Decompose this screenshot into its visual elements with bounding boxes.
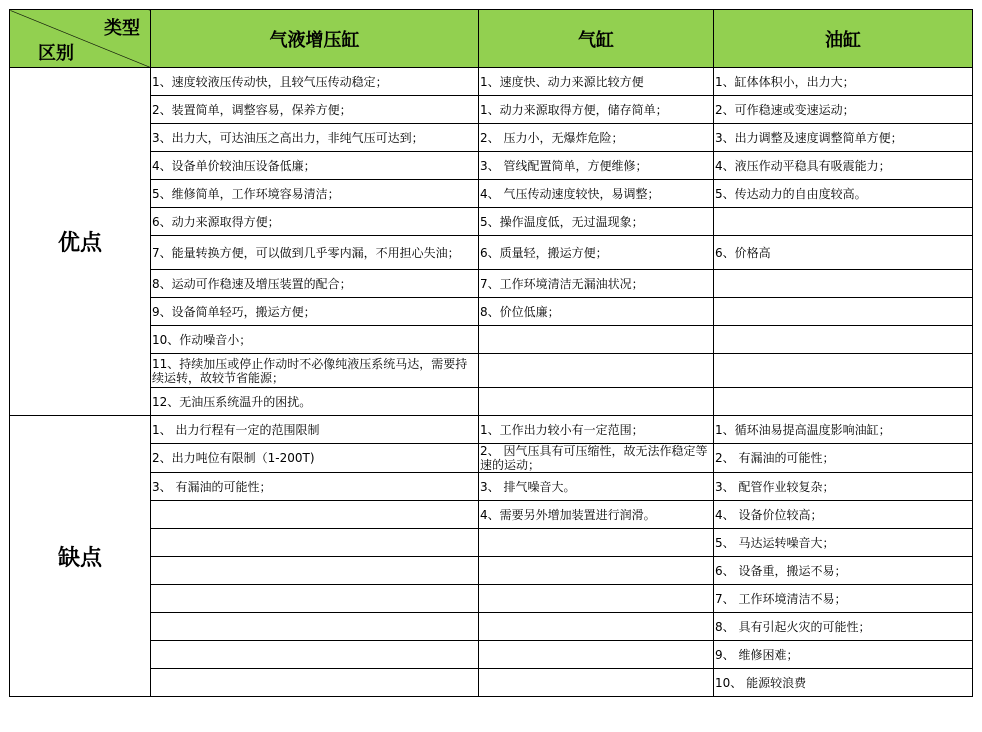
table-row bbox=[10, 529, 973, 557]
table-cell: 3、 排气噪音大。 bbox=[479, 473, 714, 501]
table-cell: 4、设备单价较油压设备低廉； bbox=[151, 152, 479, 180]
table-cell: 2、可作稳速或变速运动； bbox=[714, 96, 973, 124]
table-row bbox=[10, 557, 973, 585]
table-cell: 4、需要另外增加装置进行润滑。 bbox=[479, 501, 714, 529]
header-gas-liquid-cylinder: 气液增压缸 bbox=[151, 10, 479, 68]
type-label: 类型 bbox=[104, 18, 140, 39]
table-cell bbox=[151, 641, 479, 669]
table-row bbox=[10, 236, 973, 270]
table-cell: 12、无油压系统温升的困扰。 bbox=[151, 388, 479, 416]
table-cell bbox=[714, 270, 973, 298]
table-cell: 2、出力吨位有限制（1-200T) bbox=[151, 444, 479, 473]
diagonal-header-cell bbox=[10, 10, 151, 68]
table-cell: 5、维修简单，工作环境容易清洁； bbox=[151, 180, 479, 208]
table-cell: 7、 工作环境清洁不易； bbox=[714, 585, 973, 613]
table-cell: 5、传达动力的自由度较高。 bbox=[714, 180, 973, 208]
table-cell: 5、 马达运转噪音大； bbox=[714, 529, 973, 557]
table-cell: 10、 能源较浪费 bbox=[714, 669, 973, 697]
table-cell bbox=[479, 585, 714, 613]
table-cell: 5、操作温度低，无过温现象； bbox=[479, 208, 714, 236]
table-row bbox=[10, 326, 973, 354]
table-cell: 1、速度较液压传动快，且较气压传动稳定； bbox=[151, 68, 479, 96]
table-row bbox=[10, 444, 973, 473]
table-cell: 6、质量轻，搬运方便； bbox=[479, 236, 714, 270]
table-cell: 2、 有漏油的可能性； bbox=[714, 444, 973, 473]
table-row bbox=[10, 501, 973, 529]
table-cell: 9、 维修困难； bbox=[714, 641, 973, 669]
table-cell bbox=[479, 669, 714, 697]
comparison-table bbox=[9, 9, 973, 697]
table-cell: 9、设备简单轻巧，搬运方便； bbox=[151, 298, 479, 326]
table-row bbox=[10, 180, 973, 208]
header-air-cylinder: 气缸 bbox=[479, 10, 714, 68]
table-row bbox=[10, 388, 973, 416]
table-row bbox=[10, 124, 973, 152]
table-cell bbox=[479, 529, 714, 557]
table-cell bbox=[479, 388, 714, 416]
table-row bbox=[10, 354, 973, 388]
table-cell: 7、工作环境清洁无漏油状况； bbox=[479, 270, 714, 298]
table-cell bbox=[714, 298, 973, 326]
table-row bbox=[10, 641, 973, 669]
table-row bbox=[10, 416, 973, 444]
table-cell: 6、价格高 bbox=[714, 236, 973, 270]
table-cell bbox=[479, 613, 714, 641]
table-cell: 1、 出力行程有一定的范围限制 bbox=[151, 416, 479, 444]
table-cell bbox=[714, 388, 973, 416]
table-cell: 1、速度快、动力来源比较方便 bbox=[479, 68, 714, 96]
table-cell: 3、 配管作业较复杂； bbox=[714, 473, 973, 501]
table-cell bbox=[479, 354, 714, 388]
table-row bbox=[10, 208, 973, 236]
table-cell: 1、缸体体积小，出力大； bbox=[714, 68, 973, 96]
table-cell bbox=[151, 501, 479, 529]
table-cell bbox=[714, 208, 973, 236]
table-row bbox=[10, 152, 973, 180]
table-cell: 4、液压作动平稳具有吸震能力； bbox=[714, 152, 973, 180]
table-cell: 1、循环油易提高温度影响油缸； bbox=[714, 416, 973, 444]
table-cell bbox=[151, 529, 479, 557]
difference-label: 区别 bbox=[38, 43, 74, 64]
table-row bbox=[10, 270, 973, 298]
table-cell: 1、动力来源取得方便，储存简单； bbox=[479, 96, 714, 124]
table-cell: 10、作动噪音小； bbox=[151, 326, 479, 354]
table-row bbox=[10, 585, 973, 613]
table-row bbox=[10, 96, 973, 124]
table-cell: 1、工作出力较小有一定范围； bbox=[479, 416, 714, 444]
table-cell bbox=[151, 557, 479, 585]
table-cell: 6、 设备重，搬运不易； bbox=[714, 557, 973, 585]
table-row bbox=[10, 613, 973, 641]
header-row bbox=[10, 10, 973, 68]
table-cell: 2、装置简单，调整容易，保养方便； bbox=[151, 96, 479, 124]
table-cell: 6、动力来源取得方便； bbox=[151, 208, 479, 236]
table-cell: 3、出力大，可达油压之高出力，非纯气压可达到； bbox=[151, 124, 479, 152]
table-cell bbox=[479, 641, 714, 669]
table-cell bbox=[151, 669, 479, 697]
table-cell bbox=[151, 613, 479, 641]
table-cell: 2、 因气压具有可压缩性，故无法作稳定等速的运动； bbox=[479, 444, 714, 473]
table-cell: 3、 有漏油的可能性； bbox=[151, 473, 479, 501]
table-cell: 8、运动可作稳速及增压装置的配合； bbox=[151, 270, 479, 298]
table-cell bbox=[479, 557, 714, 585]
table-cell: 2、 压力小，无爆炸危险； bbox=[479, 124, 714, 152]
table-row bbox=[10, 473, 973, 501]
table-cell: 3、 管线配置简单，方便维修； bbox=[479, 152, 714, 180]
table-cell bbox=[714, 326, 973, 354]
table-cell: 4、 设备价位较高； bbox=[714, 501, 973, 529]
table-cell: 11、持续加压或停止作动时不必像纯液压系统马达，需要持续运转，故较节省能源； bbox=[151, 354, 479, 388]
table-row bbox=[10, 68, 973, 96]
table-cell bbox=[479, 326, 714, 354]
table-cell bbox=[151, 585, 479, 613]
table-cell: 8、 具有引起火灾的可能性； bbox=[714, 613, 973, 641]
advantages-label: 优点 bbox=[10, 68, 151, 416]
table-row bbox=[10, 669, 973, 697]
header-oil-cylinder: 油缸 bbox=[714, 10, 973, 68]
table-cell bbox=[714, 354, 973, 388]
table-cell: 4、 气压传动速度较快，易调整； bbox=[479, 180, 714, 208]
table-row bbox=[10, 298, 973, 326]
table-cell: 7、能量转换方便，可以做到几乎零内漏，不用担心失油； bbox=[151, 236, 479, 270]
table-cell: 3、出力调整及速度调整简单方便； bbox=[714, 124, 973, 152]
disadvantages-label: 缺点 bbox=[10, 416, 151, 697]
table-cell: 8、价位低廉； bbox=[479, 298, 714, 326]
